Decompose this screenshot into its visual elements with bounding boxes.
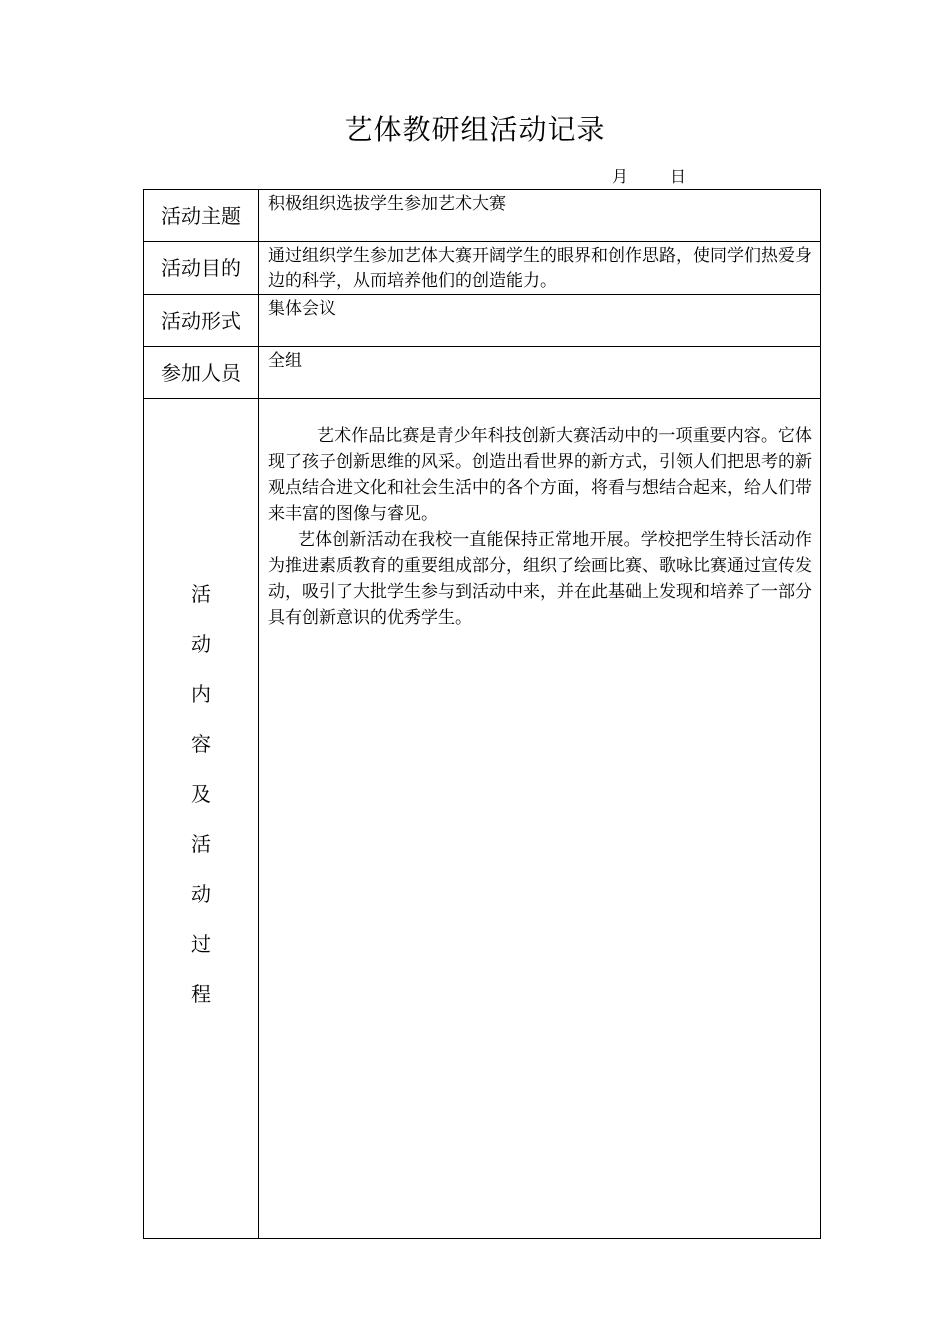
table-row-participants — [144, 347, 821, 399]
page-title: 艺体教研组活动记录 — [344, 113, 606, 146]
vertical-label-char: 容 — [191, 732, 211, 756]
vertical-label-char: 内 — [191, 682, 211, 706]
vertical-label-char: 活 — [191, 582, 211, 606]
activity-record-table — [143, 189, 821, 1239]
content-section-body — [259, 399, 821, 1239]
vertical-label-char: 活 — [191, 832, 211, 856]
vertical-label-char: 动 — [191, 632, 211, 656]
date-line — [612, 166, 686, 188]
table-row-purpose — [144, 242, 821, 295]
row-label-theme: 活动主题 — [144, 190, 259, 242]
day-label: 日 — [670, 167, 687, 186]
vertical-label-char: 动 — [191, 882, 211, 906]
content-section-label — [144, 399, 259, 1239]
row-value-purpose: 通过组织学生参加艺体大赛开阔学生的眼界和创作思路，使同学们热爱身边的科学，从而培养他们的创造能力。 — [259, 242, 821, 295]
month-label: 月 — [612, 167, 629, 186]
table-row-form — [144, 295, 821, 347]
row-value-theme: 积极组织选拔学生参加艺术大赛 — [259, 190, 821, 242]
row-label-purpose: 活动目的 — [144, 242, 259, 295]
content-paragraph: 艺术作品比赛是青少年科技创新大赛活动中的一项重要内容。它体现了孩子创新思维的风采。创造出看世界的新方式，引领人们把思考的新观点结合进文化和社会生活中的各个方面，将看与想结合起来，给人们带来丰富的图像与睿见。 — [268, 426, 812, 524]
vertical-label-char: 过 — [191, 932, 211, 956]
vertical-label-char: 程 — [191, 982, 211, 1006]
table-row-theme — [144, 190, 821, 242]
row-value-participants: 全组 — [259, 347, 821, 399]
row-label-participants: 参加人员 — [144, 347, 259, 399]
content-paragraph: 艺体创新活动在我校一直能保持正常地开展。学校把学生特长活动作为推进素质教育的重要组成部分，组织了绘画比赛、歌咏比赛通过宣传发动，吸引了大批学生参与到活动中来，并在此基础上发现和培养了一部分具有创新意识的优秀学生。 — [268, 530, 812, 628]
table-row-content — [144, 399, 821, 1239]
vertical-label-char: 及 — [191, 782, 211, 806]
row-value-form: 集体会议 — [259, 295, 821, 347]
row-label-form: 活动形式 — [144, 295, 259, 347]
